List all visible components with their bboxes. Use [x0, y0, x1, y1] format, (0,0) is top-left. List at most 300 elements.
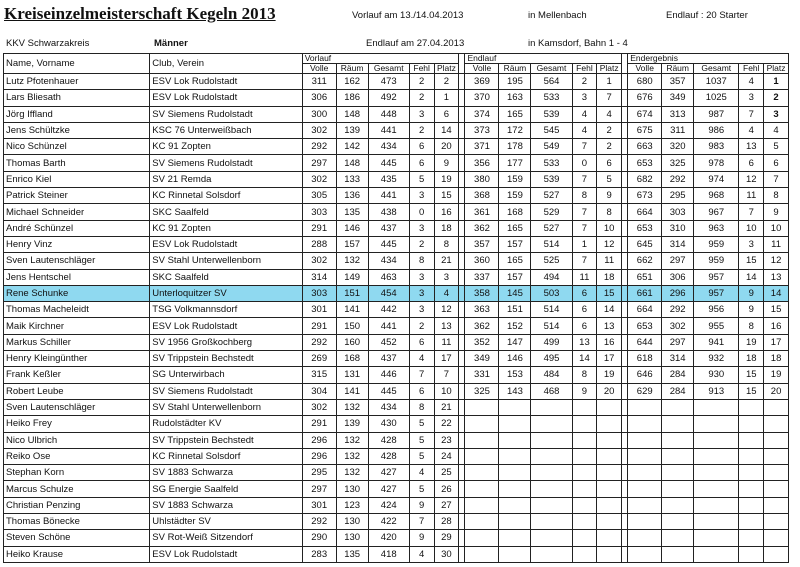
endergebnis-volle: 653 [628, 318, 662, 334]
endlauf-fehl: 1 [572, 236, 597, 252]
endergebnis-fehl [739, 432, 764, 448]
endergebnis-gesamt: 959 [694, 236, 739, 252]
player-club: ESV Lok Rudolstadt [150, 90, 302, 106]
endergebnis-platz [764, 448, 789, 464]
vorlauf-fehl: 4 [409, 465, 434, 481]
endlauf-location: in Kamsdorf, Bahn 1 - 4 [528, 38, 628, 49]
endergebnis-gesamt: 930 [694, 367, 739, 383]
endlauf-fehl: 11 [572, 269, 597, 285]
endergebnis-volle [628, 432, 662, 448]
endlauf-raeum [499, 416, 531, 432]
endergebnis-gesamt: 959 [694, 253, 739, 269]
vorlauf-raeum: 131 [336, 367, 368, 383]
player-club: Uhlstädter SV [150, 514, 302, 530]
endergebnis-fehl: 18 [739, 351, 764, 367]
player-name: Steven Schöne [4, 530, 150, 546]
endlauf-starters: Endlauf : 20 Starter [666, 10, 748, 21]
endergebnis-platz: 16 [764, 318, 789, 334]
vorlauf-platz: 23 [434, 432, 459, 448]
endlauf-platz [597, 497, 622, 513]
endlauf-raeum: 168 [499, 204, 531, 220]
player-name: Thomas Barth [4, 155, 150, 171]
endlauf-fehl: 7 [572, 204, 597, 220]
vorlauf-gesamt: 434 [368, 399, 409, 415]
player-name: Henry Kleingünther [4, 351, 150, 367]
endlauf-raeum: 152 [499, 318, 531, 334]
endergebnis-volle: 674 [628, 106, 662, 122]
endlauf-fehl: 8 [572, 367, 597, 383]
endergebnis-platz [764, 497, 789, 513]
endlauf-fehl: 7 [572, 171, 597, 187]
endlauf-fehl [572, 546, 597, 562]
table-row [4, 351, 789, 367]
endlauf-gesamt [531, 546, 572, 562]
vorlauf-gesamt: 446 [368, 367, 409, 383]
player-name: Henry Vinz [4, 236, 150, 252]
endergebnis-platz: 8 [764, 188, 789, 204]
endergebnis-volle: 629 [628, 383, 662, 399]
endlauf-volle: 357 [465, 236, 499, 252]
endlauf-fehl: 0 [572, 155, 597, 171]
vorlauf-volle: 304 [302, 383, 336, 399]
endergebnis-fehl: 7 [739, 106, 764, 122]
endergebnis-gesamt: 932 [694, 351, 739, 367]
endlauf-volle: 371 [465, 139, 499, 155]
vorlauf-fehl: 2 [409, 90, 434, 106]
endergebnis-volle: 676 [628, 90, 662, 106]
endlauf-volle: 362 [465, 318, 499, 334]
table-row [4, 269, 789, 285]
endergebnis-gesamt [694, 546, 739, 562]
table-row [4, 546, 789, 562]
endlauf-volle: 349 [465, 351, 499, 367]
endlauf-volle [465, 416, 499, 432]
vorlauf-fehl: 5 [409, 481, 434, 497]
endlauf-platz: 20 [597, 383, 622, 399]
vorlauf-platz: 10 [434, 383, 459, 399]
endergebnis-raeum: 295 [662, 188, 694, 204]
vorlauf-fehl: 2 [409, 122, 434, 138]
endergebnis-platz: 3 [764, 106, 789, 122]
vorlauf-raeum: 160 [336, 334, 368, 350]
endlauf-gesamt [531, 497, 572, 513]
endergebnis-gesamt: 941 [694, 334, 739, 350]
player-club: SV 1956 Großkochberg [150, 334, 302, 350]
vorlauf-volle: 291 [302, 318, 336, 334]
endlauf-fehl: 6 [572, 302, 597, 318]
endlauf-raeum: 157 [499, 236, 531, 252]
vorlauf-platz: 12 [434, 302, 459, 318]
vorlauf-fehl: 5 [409, 171, 434, 187]
vorlauf-fehl: 0 [409, 204, 434, 220]
player-name: Enrico Kiel [4, 171, 150, 187]
vorlauf-group-header: Vorlauf [302, 54, 459, 64]
endergebnis-platz: 1 [764, 74, 789, 90]
endergebnis-fehl [739, 497, 764, 513]
endergebnis-gesamt: 978 [694, 155, 739, 171]
endergebnis-volle: 661 [628, 285, 662, 301]
endlauf-gesamt: 525 [531, 253, 572, 269]
player-name: Reiko Ose [4, 448, 150, 464]
player-name: Heiko Frey [4, 416, 150, 432]
vorlauf-fehl: 4 [409, 351, 434, 367]
vorlauf-platz: 19 [434, 171, 459, 187]
endlauf-raeum: 165 [499, 106, 531, 122]
endergebnis-platz: 20 [764, 383, 789, 399]
player-club: ESV Lok Rudolstadt [150, 318, 302, 334]
vorlauf-raeum: 146 [336, 220, 368, 236]
vorlauf-raeum: 130 [336, 481, 368, 497]
endergebnis-gesamt: 1025 [694, 90, 739, 106]
endergebnis-fehl: 3 [739, 236, 764, 252]
endlauf-volle: 362 [465, 220, 499, 236]
endergebnis-volle [628, 514, 662, 530]
endergebnis-fehl: 4 [739, 74, 764, 90]
endergebnis-fehl: 9 [739, 285, 764, 301]
vorlauf-gesamt: 441 [368, 318, 409, 334]
endlauf-gesamt: 495 [531, 351, 572, 367]
endergebnis-fehl: 4 [739, 122, 764, 138]
table-row [4, 367, 789, 383]
endergebnis-platz [764, 530, 789, 546]
endergebnis-raeum: 349 [662, 90, 694, 106]
endergebnis-raeum: 292 [662, 171, 694, 187]
vorlauf-fehl: 3 [409, 302, 434, 318]
table-row [4, 74, 789, 90]
endergebnis-fehl: 15 [739, 383, 764, 399]
vorlauf-raeum: 133 [336, 171, 368, 187]
endergebnis-volle: 680 [628, 74, 662, 90]
endlauf-platz [597, 514, 622, 530]
document-title: Kreiseinzelmeisterschaft Kegeln 2013 [4, 4, 276, 23]
endergebnis-volle [628, 497, 662, 513]
endergebnis-platz: 13 [764, 269, 789, 285]
vorlauf-fehl: 4 [409, 546, 434, 562]
endergebnis-gesamt: 957 [694, 285, 739, 301]
endergebnis-raeum: 313 [662, 106, 694, 122]
endlauf-platz: 11 [597, 253, 622, 269]
endlauf-platz: 18 [597, 269, 622, 285]
endergebnis-fehl [739, 465, 764, 481]
endergebnis-raeum: 314 [662, 351, 694, 367]
endlauf-raeum: 147 [499, 334, 531, 350]
endergebnis-volle: 662 [628, 253, 662, 269]
endlauf-raeum [499, 514, 531, 530]
player-club: SV Siemens Rudolstadt [150, 383, 302, 399]
endergebnis-volle [628, 448, 662, 464]
vorlauf-volle: 302 [302, 171, 336, 187]
endergebnis-raeum: 297 [662, 253, 694, 269]
vorlauf-volle: 296 [302, 448, 336, 464]
endlauf-volle: 356 [465, 155, 499, 171]
vorlauf-platz: 9 [434, 155, 459, 171]
endlauf-fehl [572, 465, 597, 481]
endergebnis-raeum [662, 497, 694, 513]
player-club: Unterloquitzer SV [150, 285, 302, 301]
table-row [4, 285, 789, 301]
vorlauf-gesamt: 420 [368, 530, 409, 546]
endlauf-raeum [499, 546, 531, 562]
endergebnis-gesamt [694, 465, 739, 481]
endergebnis-platz [764, 399, 789, 415]
col-gesamt-header: Gesamt [694, 64, 739, 74]
endergebnis-gesamt: 986 [694, 122, 739, 138]
endlauf-fehl: 4 [572, 106, 597, 122]
vorlauf-fehl: 5 [409, 432, 434, 448]
endergebnis-platz [764, 514, 789, 530]
endlauf-raeum: 146 [499, 351, 531, 367]
vorlauf-raeum: 135 [336, 204, 368, 220]
table-row [4, 236, 789, 252]
endergebnis-volle [628, 481, 662, 497]
col-fehl-header: Fehl [739, 64, 764, 74]
endergebnis-raeum: 306 [662, 269, 694, 285]
vorlauf-volle: 291 [302, 416, 336, 432]
vorlauf-raeum: 148 [336, 155, 368, 171]
vorlauf-gesamt: 424 [368, 497, 409, 513]
endlauf-platz: 14 [597, 302, 622, 318]
endergebnis-platz: 9 [764, 204, 789, 220]
endergebnis-fehl [739, 399, 764, 415]
endergebnis-gesamt: 987 [694, 106, 739, 122]
vorlauf-volle: 305 [302, 188, 336, 204]
endlauf-fehl [572, 497, 597, 513]
endlauf-raeum: 177 [499, 155, 531, 171]
endergebnis-platz: 7 [764, 171, 789, 187]
player-name: Maik Kirchner [4, 318, 150, 334]
vorlauf-fehl: 6 [409, 155, 434, 171]
player-name: Thomas Macheleidt [4, 302, 150, 318]
player-club: SV 21 Remda [150, 171, 302, 187]
endergebnis-raeum: 284 [662, 367, 694, 383]
endlauf-gesamt: 539 [531, 171, 572, 187]
vorlauf-fehl: 9 [409, 530, 434, 546]
endlauf-raeum: 143 [499, 383, 531, 399]
table-row [4, 122, 789, 138]
endlauf-volle: 373 [465, 122, 499, 138]
endergebnis-gesamt [694, 481, 739, 497]
vorlauf-fehl: 7 [409, 514, 434, 530]
vorlauf-platz: 26 [434, 481, 459, 497]
col-fehl-header: Fehl [572, 64, 597, 74]
endlauf-gesamt [531, 465, 572, 481]
vorlauf-volle: 301 [302, 302, 336, 318]
player-club: KC Rinnetal Solsdorf [150, 448, 302, 464]
endlauf-gesamt [531, 481, 572, 497]
endlauf-volle: 331 [465, 367, 499, 383]
player-name: Robert Leube [4, 383, 150, 399]
endergebnis-gesamt: 955 [694, 318, 739, 334]
vorlauf-volle: 302 [302, 253, 336, 269]
vorlauf-raeum: 135 [336, 546, 368, 562]
vorlauf-gesamt: 492 [368, 90, 409, 106]
endergebnis-volle: 664 [628, 302, 662, 318]
endergebnis-gesamt: 974 [694, 171, 739, 187]
endergebnis-raeum: 314 [662, 236, 694, 252]
endergebnis-raeum [662, 481, 694, 497]
endergebnis-volle: 663 [628, 139, 662, 155]
endlauf-fehl [572, 448, 597, 464]
player-name: Lutz Pfotenhauer [4, 74, 150, 90]
endergebnis-gesamt [694, 514, 739, 530]
player-name: Jörg Iffland [4, 106, 150, 122]
player-name: Marcus Schulze [4, 481, 150, 497]
col-gesamt-header: Gesamt [368, 64, 409, 74]
col-club-header: Club, Verein [150, 54, 302, 74]
endergebnis-fehl [739, 546, 764, 562]
endlauf-volle: 358 [465, 285, 499, 301]
player-name: André Schünzel [4, 220, 150, 236]
endlauf-fehl: 2 [572, 74, 597, 90]
endlauf-platz: 5 [597, 171, 622, 187]
endergebnis-raeum: 302 [662, 318, 694, 334]
endergebnis-raeum [662, 465, 694, 481]
endlauf-platz [597, 432, 622, 448]
vorlauf-raeum: 139 [336, 416, 368, 432]
table-row [4, 90, 789, 106]
endlauf-raeum: 165 [499, 253, 531, 269]
endlauf-gesamt: 503 [531, 285, 572, 301]
player-name: Nico Schünzel [4, 139, 150, 155]
vorlauf-gesamt: 422 [368, 514, 409, 530]
endergebnis-raeum [662, 399, 694, 415]
endlauf-gesamt: 514 [531, 236, 572, 252]
vorlauf-platz: 7 [434, 367, 459, 383]
table-row [4, 448, 789, 464]
vorlauf-raeum: 142 [336, 139, 368, 155]
vorlauf-fehl: 3 [409, 220, 434, 236]
player-name: Christian Penzing [4, 497, 150, 513]
endlauf-platz: 6 [597, 155, 622, 171]
player-club: SV Siemens Rudolstadt [150, 106, 302, 122]
endlauf-volle [465, 497, 499, 513]
endergebnis-gesamt [694, 448, 739, 464]
vorlauf-raeum: 130 [336, 530, 368, 546]
endlauf-gesamt [531, 432, 572, 448]
table-row [4, 530, 789, 546]
player-name: Nico Ulbrich [4, 432, 150, 448]
player-name: Lars Bliesath [4, 90, 150, 106]
player-name: Jens Hentschel [4, 269, 150, 285]
vorlauf-fehl: 3 [409, 106, 434, 122]
endlauf-raeum [499, 530, 531, 546]
endlauf-raeum: 151 [499, 302, 531, 318]
vorlauf-raeum: 130 [336, 514, 368, 530]
endlauf-fehl [572, 481, 597, 497]
vorlauf-platz: 20 [434, 139, 459, 155]
vorlauf-fehl: 6 [409, 383, 434, 399]
endergebnis-raeum: 292 [662, 302, 694, 318]
endlauf-volle [465, 465, 499, 481]
endergebnis-fehl: 12 [739, 171, 764, 187]
endergebnis-raeum [662, 448, 694, 464]
player-name: Frank Keßler [4, 367, 150, 383]
endlauf-volle: 380 [465, 171, 499, 187]
endergebnis-platz: 10 [764, 220, 789, 236]
col-volle-header: Volle [628, 64, 662, 74]
endergebnis-group-header: Endergebnis [628, 54, 789, 64]
vorlauf-platz: 17 [434, 351, 459, 367]
player-club: SG Energie Saalfeld [150, 481, 302, 497]
endergebnis-gesamt [694, 399, 739, 415]
endlauf-gesamt: 533 [531, 155, 572, 171]
player-club: SV Stahl Unterwellenborn [150, 253, 302, 269]
player-name: Rene Schunke [4, 285, 150, 301]
col-volle-header: Volle [302, 64, 336, 74]
endergebnis-platz: 18 [764, 351, 789, 367]
endlauf-gesamt: 468 [531, 383, 572, 399]
endlauf-volle: 325 [465, 383, 499, 399]
endergebnis-volle [628, 546, 662, 562]
player-club: Rudolstädter KV [150, 416, 302, 432]
vorlauf-raeum: 168 [336, 351, 368, 367]
col-raeum-header: Räum [662, 64, 694, 74]
player-club: ESV Lok Rudolstadt [150, 236, 302, 252]
endergebnis-platz: 15 [764, 302, 789, 318]
endergebnis-platz: 14 [764, 285, 789, 301]
player-name: Heiko Krause [4, 546, 150, 562]
vorlauf-platz: 13 [434, 318, 459, 334]
vorlauf-volle: 302 [302, 399, 336, 415]
endergebnis-gesamt: 913 [694, 383, 739, 399]
endlauf-fehl: 7 [572, 220, 597, 236]
table-row [4, 465, 789, 481]
vorlauf-volle: 269 [302, 351, 336, 367]
endlauf-platz [597, 546, 622, 562]
endlauf-fehl: 6 [572, 285, 597, 301]
endlauf-fehl: 14 [572, 351, 597, 367]
vorlauf-platz: 25 [434, 465, 459, 481]
endlauf-fehl: 9 [572, 383, 597, 399]
endergebnis-platz [764, 432, 789, 448]
vorlauf-platz: 1 [434, 90, 459, 106]
vorlauf-location: in Mellenbach [528, 10, 587, 21]
endlauf-volle: 352 [465, 334, 499, 350]
endergebnis-raeum [662, 514, 694, 530]
endergebnis-volle: 675 [628, 122, 662, 138]
vorlauf-gesamt: 438 [368, 204, 409, 220]
vorlauf-raeum: 136 [336, 188, 368, 204]
endlauf-raeum: 157 [499, 269, 531, 285]
player-name: Stephan Korn [4, 465, 150, 481]
endlauf-platz: 9 [597, 188, 622, 204]
endlauf-date: Endlauf am 27.04.2013 [366, 38, 465, 49]
endlauf-volle [465, 530, 499, 546]
vorlauf-raeum: 157 [336, 236, 368, 252]
endlauf-platz: 12 [597, 236, 622, 252]
endlauf-gesamt: 499 [531, 334, 572, 350]
col-name-header: Name, Vorname [4, 54, 150, 74]
table-row [4, 155, 789, 171]
endlauf-gesamt: 549 [531, 139, 572, 155]
endlauf-platz [597, 465, 622, 481]
endlauf-platz: 13 [597, 318, 622, 334]
player-club: SV Stahl Unterwellenborn [150, 399, 302, 415]
vorlauf-platz: 30 [434, 546, 459, 562]
table-row [4, 106, 789, 122]
vorlauf-platz: 28 [434, 514, 459, 530]
endergebnis-raeum: 357 [662, 74, 694, 90]
endlauf-raeum [499, 399, 531, 415]
endergebnis-platz: 11 [764, 236, 789, 252]
vorlauf-fehl: 5 [409, 416, 434, 432]
endlauf-platz: 10 [597, 220, 622, 236]
endergebnis-gesamt [694, 497, 739, 513]
endergebnis-fehl: 15 [739, 253, 764, 269]
table-row [4, 383, 789, 399]
vorlauf-gesamt: 428 [368, 432, 409, 448]
col-raeum-header: Räum [499, 64, 531, 74]
